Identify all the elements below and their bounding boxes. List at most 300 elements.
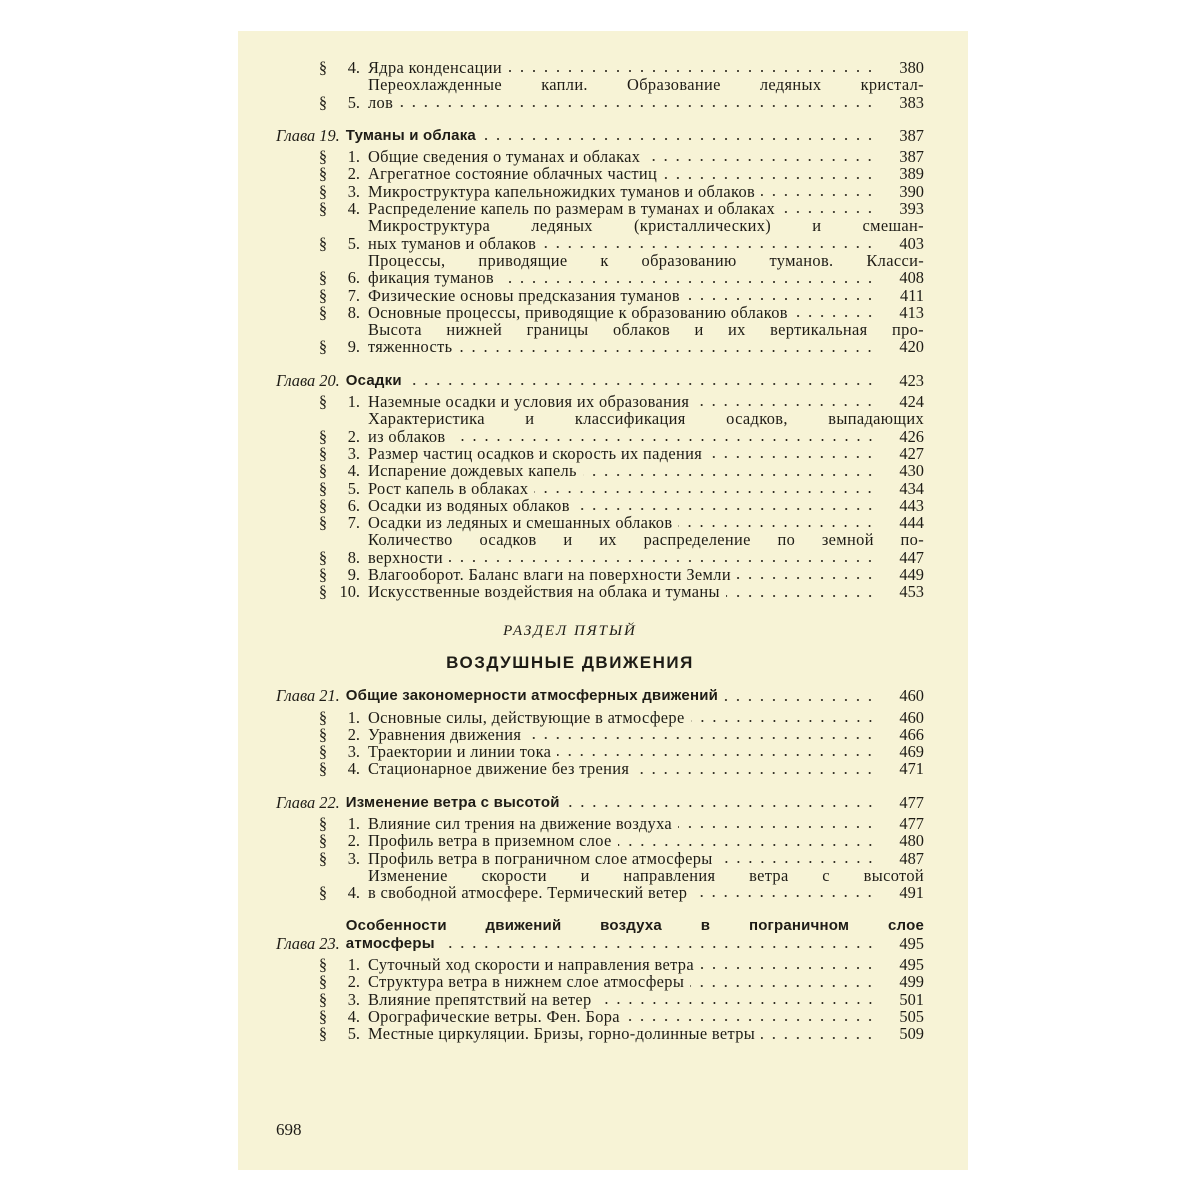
section-number: 5. xyxy=(347,1024,360,1044)
page-ref[interactable]: 499 xyxy=(899,972,924,992)
entry-last-line xyxy=(368,760,924,777)
entry-line: Местные циркуляции. Бризы, горно-долинные ветры xyxy=(368,1024,756,1044)
entry-last-line xyxy=(368,338,924,355)
chapter-title xyxy=(346,917,924,952)
dot-leader xyxy=(663,177,876,179)
dot-leader xyxy=(399,105,876,107)
entry-text xyxy=(368,497,924,514)
section-number: 7. xyxy=(347,513,360,533)
section-sign: § xyxy=(318,478,328,498)
entry-line: Микроструктура ледяных (кристаллических) и смешан- xyxy=(368,216,924,236)
dot-leader xyxy=(626,1019,876,1021)
entry-last-line xyxy=(368,709,924,726)
section-entry[interactable] xyxy=(276,76,924,111)
section-sign: § xyxy=(318,759,328,779)
entry-line: Изменение скорости и направления ветра с высотой xyxy=(368,865,924,885)
section-entry[interactable] xyxy=(276,867,924,902)
section-number: 4. xyxy=(347,199,360,219)
entry-line: Рост капель в облаках xyxy=(368,478,529,498)
section-sign: § xyxy=(318,1006,328,1026)
entry-text xyxy=(368,148,924,165)
entry-line: Физические основы предсказания туманов xyxy=(368,285,680,305)
entry-last-line xyxy=(368,566,924,583)
section-number: 4. xyxy=(347,759,360,779)
entry-text xyxy=(368,991,924,1008)
entry-line: верхности xyxy=(368,547,444,567)
chapter-label: Глава 23. xyxy=(276,933,340,953)
chapter-title xyxy=(346,687,924,704)
dot-leader xyxy=(678,525,876,527)
section-sign: § xyxy=(318,848,328,868)
dot-leader xyxy=(576,508,876,510)
dot-leader xyxy=(458,350,876,352)
section-entry[interactable] xyxy=(276,726,924,743)
section-number: 8. xyxy=(347,302,360,322)
page-ref[interactable]: 444 xyxy=(899,513,924,533)
section-entry[interactable] xyxy=(276,956,924,973)
entry-last-line xyxy=(368,269,924,286)
section-entry[interactable] xyxy=(276,321,924,356)
section-sign: § xyxy=(318,443,328,463)
section-number: 3. xyxy=(347,181,360,201)
page-ref[interactable]: 469 xyxy=(899,742,924,762)
section-sign: § xyxy=(318,164,328,184)
section-sign: § xyxy=(318,831,328,851)
section-sign: § xyxy=(318,337,328,357)
entry-last-line xyxy=(368,832,924,849)
section-sign: § xyxy=(318,147,328,167)
chapter-title-line: Осадки xyxy=(345,371,402,389)
entry-last-line xyxy=(368,462,924,479)
section-sign: § xyxy=(318,883,328,903)
dot-leader xyxy=(737,577,876,579)
section-entry[interactable] xyxy=(276,148,924,165)
entry-last-line xyxy=(368,514,924,531)
dot-leader xyxy=(566,805,876,807)
dot-leader xyxy=(408,383,876,385)
entry-line: Агрегатное состояние облачных частиц xyxy=(368,164,658,184)
entry-line: Испарение дождевых капель xyxy=(368,461,577,481)
entry-line: Влагооборот. Баланс влаги на поверхности Земли xyxy=(368,565,731,585)
entry-line: Общие сведения о туманах и облаках xyxy=(368,147,641,167)
section-entry[interactable] xyxy=(276,252,924,287)
entry-text xyxy=(368,321,924,356)
entry-last-line xyxy=(368,815,924,832)
entry-line: Профиль ветра в пограничном слое атмосферы xyxy=(368,848,713,868)
table-of-contents xyxy=(276,59,924,1043)
section-entry[interactable] xyxy=(276,531,924,566)
section-number: 2. xyxy=(347,972,360,992)
entry-last-line xyxy=(368,183,924,200)
chapter-label: Глава 21. xyxy=(276,686,340,706)
entry-text xyxy=(368,445,924,462)
dot-leader xyxy=(781,211,876,213)
chapter-label: Глава 19. xyxy=(276,125,340,145)
entry-last-line xyxy=(368,480,924,497)
section-sign: § xyxy=(318,972,328,992)
section-sign: § xyxy=(318,565,328,585)
page-ref[interactable]: 408 xyxy=(899,268,924,288)
entry-text xyxy=(368,252,924,287)
section-entry[interactable] xyxy=(276,973,924,990)
dot-leader xyxy=(695,404,876,406)
entry-text xyxy=(368,410,924,445)
dot-leader xyxy=(708,456,876,458)
page-ref[interactable]: 389 xyxy=(899,164,924,184)
section-entry[interactable] xyxy=(276,59,924,76)
page-ref[interactable]: 491 xyxy=(899,883,924,903)
dot-leader xyxy=(452,439,877,441)
entry-last-line xyxy=(368,743,924,760)
page-ref[interactable]: 460 xyxy=(899,686,924,706)
section-sign: § xyxy=(318,495,328,515)
page-ref[interactable]: 487 xyxy=(899,848,924,868)
chapter-title-line: Изменение ветра с высотой xyxy=(345,793,560,811)
entry-line: Процессы, приводящие к образованию туманов. Класси- xyxy=(368,250,924,270)
section-number: 7. xyxy=(347,285,360,305)
entry-line: Влияние сил трения на движение воздуха xyxy=(368,813,673,833)
chapter-title-line: атмосферы xyxy=(345,934,435,952)
entry-line: Распределение капель по размерам в туманах и облаках xyxy=(368,199,776,219)
entry-last-line xyxy=(368,549,924,566)
dot-leader xyxy=(724,699,876,701)
dot-leader xyxy=(583,474,876,476)
section-number: 8. xyxy=(347,547,360,567)
section-number: 5. xyxy=(347,92,360,112)
section-sign: § xyxy=(318,199,328,219)
dot-leader xyxy=(794,315,876,317)
entry-line: Основные процессы, приводящие к образованию облаков xyxy=(368,302,788,322)
page-ref[interactable]: 390 xyxy=(899,181,924,201)
entry-text xyxy=(368,200,924,217)
section-entry[interactable] xyxy=(276,991,924,1008)
chapter-last-line xyxy=(346,935,924,952)
section-entry[interactable] xyxy=(276,462,924,479)
entry-line: Количество осадков и их распределение по земной по- xyxy=(368,530,924,550)
entry-text xyxy=(368,850,924,867)
section-number: 6. xyxy=(347,495,360,515)
page-ref[interactable]: 434 xyxy=(899,478,924,498)
section-sign: § xyxy=(318,285,328,305)
section-number: 2. xyxy=(347,724,360,744)
section-sign: § xyxy=(318,392,328,412)
entry-line: Характеристика и классификация осадков, выпадающих xyxy=(368,409,924,429)
entry-text xyxy=(368,726,924,743)
section-entry[interactable] xyxy=(276,183,924,200)
chapter-title xyxy=(346,127,924,144)
section-number: 1. xyxy=(347,147,360,167)
page-ref[interactable]: 420 xyxy=(899,337,924,357)
page-ref[interactable]: 509 xyxy=(899,1024,924,1044)
entry-text xyxy=(368,815,924,832)
page-ref[interactable]: 423 xyxy=(899,370,924,390)
entry-line: в свободной атмосфере. Термический ветер xyxy=(368,883,688,903)
dot-leader xyxy=(646,159,876,161)
chapter-title xyxy=(346,372,924,389)
page-ref[interactable]: 453 xyxy=(899,582,924,602)
page-ref[interactable]: 426 xyxy=(899,426,924,446)
entry-text xyxy=(368,531,924,566)
dot-leader xyxy=(693,895,876,897)
entry-line: Размер частиц осадков и скорость их падения xyxy=(368,443,703,463)
section-number: 4. xyxy=(347,461,360,481)
section-entry[interactable] xyxy=(276,566,924,583)
dot-leader xyxy=(500,281,876,283)
section-number: 4. xyxy=(347,58,360,77)
entry-text xyxy=(368,462,924,479)
section-sign: § xyxy=(318,181,328,201)
page-ref[interactable]: 471 xyxy=(899,759,924,779)
chapter-title-line: Особенности движений воздуха в пограничном слое xyxy=(345,917,924,935)
entry-last-line xyxy=(368,850,924,867)
dot-leader xyxy=(557,754,876,756)
entry-line: тяженность xyxy=(368,337,453,357)
entry-text xyxy=(368,183,924,200)
section-entry[interactable] xyxy=(276,583,924,600)
page-ref[interactable]: 460 xyxy=(899,707,924,727)
section-number: 4. xyxy=(347,883,360,903)
dot-leader xyxy=(719,861,876,863)
entry-last-line xyxy=(368,956,924,973)
entry-line: Высота нижней границы облаков и их вертикальная про- xyxy=(368,320,924,340)
section-sign: § xyxy=(318,707,328,727)
dot-leader xyxy=(542,246,876,248)
dot-leader xyxy=(691,720,876,722)
chapter-title-line: Общие закономерности атмосферных движений xyxy=(345,687,719,705)
section-entry[interactable] xyxy=(276,445,924,462)
entry-text xyxy=(368,59,924,76)
section-sign: § xyxy=(318,461,328,481)
section-number: 3. xyxy=(347,443,360,463)
dot-leader xyxy=(527,737,876,739)
entry-text xyxy=(368,973,924,990)
page-ref[interactable]: 383 xyxy=(899,92,924,112)
entry-text xyxy=(368,304,924,321)
entry-last-line xyxy=(368,991,924,1008)
section-number: 5. xyxy=(347,478,360,498)
section-entry[interactable] xyxy=(276,815,924,832)
chapter-entry[interactable] xyxy=(276,794,924,811)
section-entry[interactable] xyxy=(276,832,924,849)
page-ref[interactable]: 477 xyxy=(899,813,924,833)
section-entry[interactable] xyxy=(276,410,924,445)
entry-last-line xyxy=(368,428,924,445)
page-ref[interactable]: 501 xyxy=(899,989,924,1009)
page-ref[interactable]: 449 xyxy=(899,565,924,585)
section-entry[interactable] xyxy=(276,393,924,410)
page-ref[interactable]: 495 xyxy=(899,933,924,953)
dot-leader xyxy=(761,1037,876,1039)
section-sign: § xyxy=(318,1024,328,1044)
entry-line: лов xyxy=(368,92,394,112)
section-number: 6. xyxy=(347,268,360,288)
section-sign: § xyxy=(318,582,328,602)
section-entry[interactable] xyxy=(276,514,924,531)
page-number: 698 xyxy=(276,1120,302,1139)
dot-leader xyxy=(508,70,876,72)
page-ref[interactable]: 477 xyxy=(899,792,924,812)
page-ref[interactable]: 505 xyxy=(899,1006,924,1026)
entry-text xyxy=(368,743,924,760)
page-ref[interactable]: 387 xyxy=(899,125,924,145)
dot-leader xyxy=(449,560,876,562)
entry-last-line xyxy=(368,165,924,182)
section-sign: § xyxy=(318,58,328,77)
chapter-entry[interactable] xyxy=(276,127,924,144)
section-entry[interactable] xyxy=(276,743,924,760)
entry-text xyxy=(368,217,924,252)
chapter-title xyxy=(346,794,924,811)
section-entry[interactable] xyxy=(276,287,924,304)
chapter-last-line xyxy=(346,794,924,811)
entry-line: Стационарное движение без трения xyxy=(368,759,630,779)
section-number: 3. xyxy=(347,989,360,1009)
entry-text xyxy=(368,287,924,304)
page-ref[interactable]: 403 xyxy=(899,233,924,253)
section-sign: § xyxy=(318,989,328,1009)
section-number: 5. xyxy=(347,233,360,253)
entry-line: фикация туманов xyxy=(368,268,494,288)
entry-line: Уравнения движения xyxy=(368,724,522,744)
page-ref[interactable]: 480 xyxy=(899,831,924,851)
section-sign: § xyxy=(318,426,328,446)
section-sign: § xyxy=(318,92,328,112)
entry-line: Искусственные воздействия на облака и туманы xyxy=(368,582,720,602)
page-ref[interactable]: 393 xyxy=(899,199,924,219)
dot-leader xyxy=(482,138,876,140)
entry-line: из облаков xyxy=(368,426,446,446)
entry-text xyxy=(368,566,924,583)
section-entry[interactable] xyxy=(276,850,924,867)
section-number: 9. xyxy=(347,337,360,357)
page-ref[interactable]: 443 xyxy=(899,495,924,515)
section-number: 2. xyxy=(347,164,360,184)
page-ref[interactable]: 387 xyxy=(899,147,924,167)
entry-text xyxy=(368,76,924,111)
chapter-title-line: Туманы и облака xyxy=(345,126,476,144)
entry-line: Ядра конденсации xyxy=(368,58,502,77)
entry-last-line xyxy=(368,1008,924,1025)
section-sign: § xyxy=(318,302,328,322)
section-number: 4. xyxy=(347,1006,360,1026)
section-entry[interactable] xyxy=(276,1025,924,1042)
section-number: 1. xyxy=(347,707,360,727)
section-number: 3. xyxy=(347,848,360,868)
section-number: 2. xyxy=(347,426,360,446)
section-sign: § xyxy=(318,813,328,833)
section-sign: § xyxy=(318,547,328,567)
dot-leader xyxy=(618,844,876,846)
section-entry[interactable] xyxy=(276,217,924,252)
chapter-entry[interactable] xyxy=(276,687,924,704)
entry-line: Влияние препятствий на ветер xyxy=(368,989,592,1009)
entry-last-line xyxy=(368,884,924,901)
page-ref[interactable]: 427 xyxy=(899,443,924,463)
dot-leader xyxy=(686,298,876,300)
entry-last-line xyxy=(368,148,924,165)
page-ref[interactable]: 424 xyxy=(899,392,924,412)
part-title: ВОЗДУШНЫЕ ДВИЖЕНИЯ xyxy=(446,652,694,672)
chapter-last-line xyxy=(346,127,924,144)
entry-last-line xyxy=(368,1025,924,1042)
entry-last-line xyxy=(368,583,924,600)
entry-last-line xyxy=(368,973,924,990)
dot-leader xyxy=(700,967,876,969)
entry-line: Структура ветра в нижнем слое атмосферы xyxy=(368,972,685,992)
entry-text xyxy=(368,1008,924,1025)
section-entry[interactable] xyxy=(276,709,924,726)
section-sign: § xyxy=(318,233,328,253)
page-ref[interactable]: 495 xyxy=(899,955,924,975)
entry-last-line xyxy=(368,497,924,514)
entry-text xyxy=(368,514,924,531)
section-entry[interactable] xyxy=(276,304,924,321)
section-entry[interactable] xyxy=(276,200,924,217)
entry-last-line xyxy=(368,726,924,743)
dot-leader xyxy=(441,946,876,948)
page-ref[interactable]: 413 xyxy=(899,302,924,322)
entry-line: Траектории и линии тока xyxy=(368,742,552,762)
entry-line: Профиль ветра в приземном слое xyxy=(368,831,612,851)
entry-line: Основные силы, действующие в атмосфере xyxy=(368,707,685,727)
entry-last-line xyxy=(368,200,924,217)
entry-line: ных туманов и облаков xyxy=(368,233,537,253)
section-number: 2. xyxy=(347,831,360,851)
entry-last-line xyxy=(368,393,924,410)
dot-leader xyxy=(635,772,876,774)
section-sign: § xyxy=(318,742,328,762)
section-sign: § xyxy=(318,724,328,744)
section-entry[interactable] xyxy=(276,480,924,497)
entry-text xyxy=(368,867,924,902)
chapter-entry[interactable] xyxy=(276,917,924,952)
page-ref[interactable]: 380 xyxy=(899,58,924,77)
section-sign: § xyxy=(318,268,328,288)
entry-line: Суточный ход скорости и направления ветра xyxy=(368,955,694,975)
chapter-label: Глава 22. xyxy=(276,792,340,812)
section-entry[interactable] xyxy=(276,1008,924,1025)
chapter-last-line xyxy=(346,687,924,704)
page-ref[interactable]: 430 xyxy=(899,461,924,481)
chapter-label: Глава 20. xyxy=(276,370,340,390)
entry-text xyxy=(368,393,924,410)
entry-last-line xyxy=(368,287,924,304)
entry-text xyxy=(368,709,924,726)
chapter-last-line xyxy=(346,372,924,389)
dot-leader xyxy=(534,491,876,493)
section-sign: § xyxy=(318,955,328,975)
page-ref[interactable]: 447 xyxy=(899,547,924,567)
dot-leader xyxy=(726,595,876,597)
entry-last-line xyxy=(368,235,924,252)
section-entry[interactable] xyxy=(276,165,924,182)
section-entry[interactable] xyxy=(276,760,924,777)
page-ref[interactable]: 411 xyxy=(900,285,924,305)
entry-line: Наземные осадки и условия их образования xyxy=(368,392,690,412)
section-entry[interactable] xyxy=(276,497,924,514)
entry-text xyxy=(368,583,924,600)
entry-line: Микроструктура капельножидких туманов и облаков xyxy=(368,181,756,201)
entry-text xyxy=(368,760,924,777)
dot-leader xyxy=(690,985,876,987)
section-number: 3. xyxy=(347,742,360,762)
entry-last-line xyxy=(368,304,924,321)
section-number: 1. xyxy=(347,955,360,975)
chapter-entry[interactable] xyxy=(276,372,924,389)
section-number: 1. xyxy=(347,813,360,833)
section-number: 1. xyxy=(347,392,360,412)
page-ref[interactable]: 466 xyxy=(899,724,924,744)
